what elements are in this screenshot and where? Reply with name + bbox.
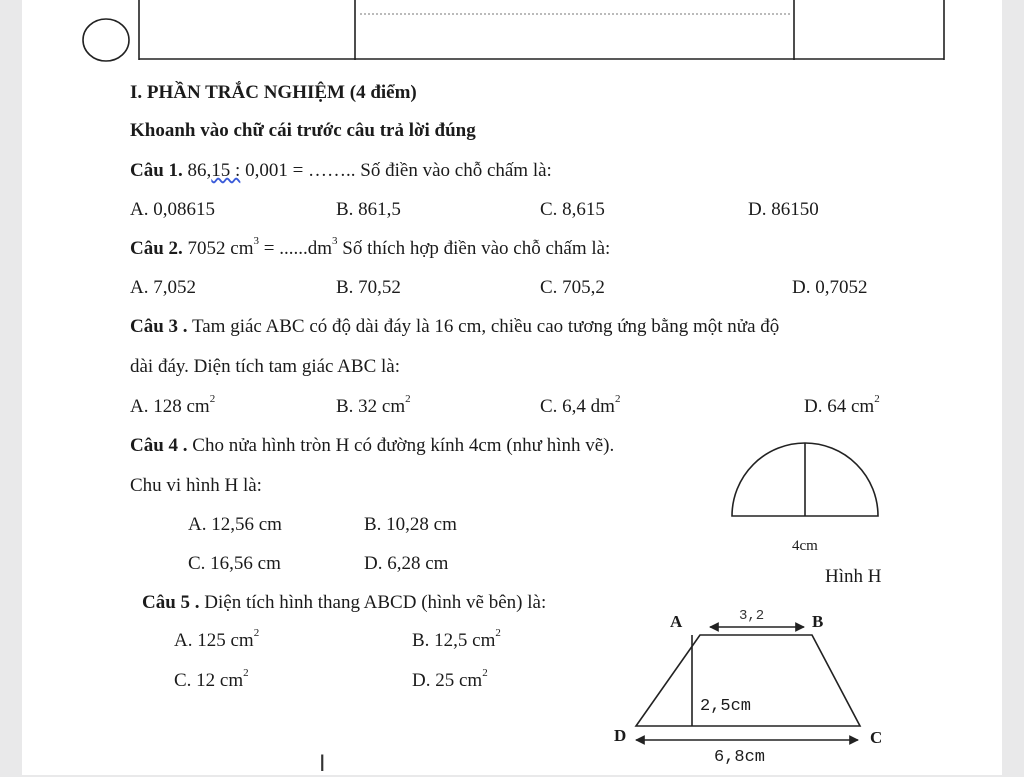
trapezoid-figure — [612, 610, 902, 760]
q2-option-d[interactable]: D. 0,7052 — [792, 277, 868, 298]
question-4: Câu 4 . Cho nửa hình tròn H có đường kính 4cm (như hình vẽ). — [130, 435, 615, 456]
bottom-length-label: 6,8cm — [714, 748, 766, 767]
question-1-label: Câu 1. — [130, 160, 183, 181]
question-1: Câu 1. 86,15 : 0,001 = …….. Số điền vào chỗ chấm là: — [130, 160, 552, 181]
semicircle-figure — [722, 430, 892, 530]
q5-option-b[interactable]: B. 12,5 $cm^2$ — [412, 627, 501, 651]
vertex-b: B — [812, 612, 824, 631]
question-2: Câu 2. 7052 $cm^3 = ......dm^3$ Số thích hợp điền vào chỗ chấm là: — [130, 235, 611, 259]
q2-option-b[interactable]: B. 70,52 — [336, 277, 401, 298]
q1-option-b[interactable]: B. 861,5 — [336, 199, 401, 220]
q4-option-d[interactable]: D. 6,28 cm — [364, 553, 449, 574]
instruction: Khoanh vào chữ cái trước câu trả lời đúng — [130, 120, 476, 141]
figure-caption: Hình H — [825, 566, 882, 587]
vertex-d: D — [614, 726, 627, 745]
question-2-label: Câu 2. — [130, 238, 183, 259]
question-4-label: Câu 4 . — [130, 435, 188, 456]
circle-mark — [83, 19, 129, 61]
height-label: 2,5cm — [700, 697, 752, 716]
header-table — [22, 0, 1002, 70]
question-5-label: Câu 5 . — [142, 592, 200, 613]
q5-option-c[interactable]: C. 12 $cm^2$ — [174, 667, 249, 691]
vertex-c: C — [870, 728, 883, 747]
q5-option-d[interactable]: D. 25 $cm^2$ — [412, 667, 488, 691]
q1-option-c[interactable]: C. 8,615 — [540, 199, 605, 220]
q1-option-a[interactable]: A. 0,08615 — [130, 199, 215, 220]
question-3: Câu 3 . Tam giác ABC có độ dài đáy là 16 cm, chiều cao tương ứng bằng một nửa độ — [130, 316, 780, 337]
q2-option-a[interactable]: A. 7,052 — [130, 277, 196, 298]
q5-option-a[interactable]: A. 125 $cm^2$ — [174, 627, 260, 651]
q3-option-b[interactable]: B. 32 $cm^2$ — [336, 393, 411, 417]
q2-option-c[interactable]: C. 705,2 — [540, 277, 605, 298]
top-length-label: 3,2 — [739, 608, 765, 624]
q4-option-b[interactable]: B. 10,28 cm — [364, 514, 457, 535]
question-3-line-2: dài đáy. Diện tích tam giác ABC là: — [130, 356, 400, 377]
document-page — [22, 0, 1002, 775]
q4-option-c[interactable]: C. 16,56 cm — [188, 553, 281, 574]
section-title: I. PHẦN TRẮC NGHIỆM (4 điểm) — [130, 82, 417, 103]
q4-option-a[interactable]: A. 12,56 cm — [188, 514, 282, 535]
q3-option-c[interactable]: C. 6,4 $dm^2$ — [540, 393, 621, 417]
text-cursor-icon: I — [319, 752, 326, 777]
q3-option-a[interactable]: A. 128 $cm^2$ — [130, 393, 216, 417]
q1-option-d[interactable]: D. 86150 — [748, 199, 819, 220]
question-5: Câu 5 . Diện tích hình thang ABCD (hình vẽ bên) là: — [142, 592, 547, 613]
question-3-label: Câu 3 . — [130, 316, 188, 337]
vertex-a: A — [670, 612, 683, 631]
q3-option-d[interactable]: D. 64 $cm^2$ — [804, 393, 880, 417]
semicircle-diameter-label: 4cm — [792, 538, 818, 554]
question-4-line-2: Chu vi hình H là: — [130, 475, 262, 496]
